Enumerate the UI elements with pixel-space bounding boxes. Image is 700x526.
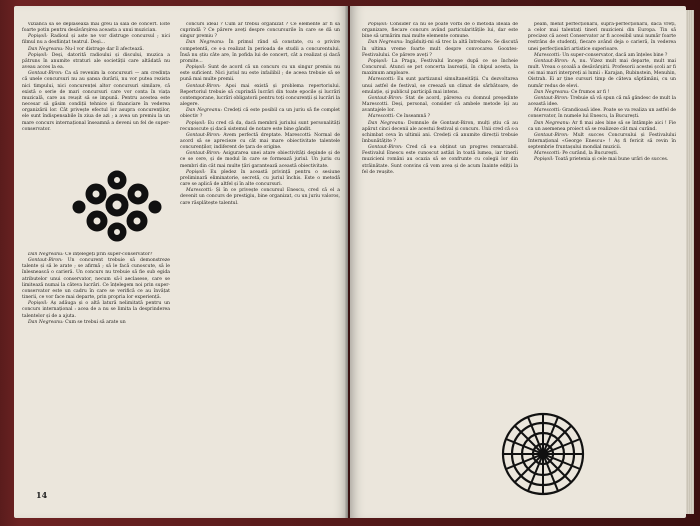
speaker-name: Popișoil: [186,65,209,71]
speaker-name: Dan Negreanu: [28,252,66,257]
speaker-name: Popișoil: [368,58,392,64]
right-page-column-1 [362,22,518,512]
speaker-name: Gontaut-Biron: [28,258,68,264]
paragraph: Marescotti: Și în ce privește concursul Enescu, cred că el a devenit un concurs de prestigiu, bine organizat, cu un juriu valoros, care răsplătește talentul. [180,188,340,206]
paragraph: Dan Negreanu: Ce înțelegeți prin super-conservator? [28,252,153,257]
speaker-name: Gontaut-Biron: [28,71,65,77]
left-page-column-2 [180,22,340,512]
paragraph: Popișoil: La Praga, Festivalul începe după ce se încheie Concursul. Atunci se pot concerta laureații, în chipul acesta, la maximum amploare. [362,58,518,77]
speaker-name: Gontaut-Biron: [368,145,407,151]
paragraph: Gontaut-Biron: A, nu. Vizez mult mai departe, mult mai mult. Vreau o școală a desăvârșirii. Profesorii acestei școli ar fi cei mai mari interpreți ai lumii : Karajan, Rubinstein, Menuhin, Oistrah. Ei ar ține cursuri timp de câteva săptămâni, cu un număr redus de elevi. [528,58,676,89]
paragraph: Popișoil: Toată prietenia și cele mai bune urări de succes. [534,157,669,163]
paragraph: Dan Negreanu: În primul rând să constate, cu o privire competentă, ce s-a realizat în perioada de studii a concurentului. Însă nu știu câte are, în pofida lui de concert, cât a realizat și dacă promite... [180,40,340,64]
speaker-name: Popișoil: [368,22,390,27]
speaker-name: Dan Negreanu: [534,120,573,126]
speaker-name: Gontaut-Biron: [368,95,406,101]
speaker-name: Dan Negreanu: [28,319,66,325]
paragraph: Dan Negreanu: Cum se trebui să arate un [28,319,126,325]
left-page-column-1-top [22,22,170,170]
speaker-name: Dan Negreanu: [368,120,408,126]
paragraph: Gontaut-Biron: Asigurarea unei atare obiectivități depinde și de ce se cere, și de modul în care se formează juriul. Un juriu cu membri din cât mai multe țări garantează această obiectivitate. [180,151,340,169]
speaker-name: Gontaut-Biron: [534,95,571,101]
paragraph: Popișoil: Eu cred că da, dacă membrii juriului sunt personalități recunoscute și dacă sistemul de notare este bine gândit. [180,120,340,132]
speaker-name: Dan Negreanu: [368,40,406,46]
speaker-name: Dan Negreanu: [28,46,66,52]
speaker-name: Dan Negreanu: [534,89,572,95]
paragraph: Popișoil: Radioul și aste ne vor distruge concursul ; nici filmul nu a desființat teatrul. Deși... [22,34,170,46]
paragraph: vizianca să se deplaseaxă mai greu la sala de concert. Este foarte potin pentru desăvârșirea aceasta a unui muzician. [22,22,170,34]
paragraph: Marescotti: Un super-conservator, dacă am înțeles bine ? [534,52,668,58]
paragraph: Marescotti: Eu sunt partizanul simultaneității. Cu dezvoltarea unui astfel de festival, se creează un climat de sărbătoare, de emulație, și publicul participă mai intens. [362,77,518,95]
speaker-name: Dan Negreanu: [186,40,229,46]
speaker-name: Marescotti: [368,77,398,83]
paragraph: Dan Negreanu: Ar fi mai ales bine să se întâmple aici ! Fie ca un asemenea proiect să se realizeze cât mai curând. [528,120,676,132]
floral-rosette-ornament-left [69,164,165,246]
paragraph: Gontaut-Biron: Trebuie să vă spun că mă gândesc de mult la această idee. [528,95,676,108]
speaker-name: Popișoil: [186,169,211,175]
speaker-name: Gontaut-Biron: [534,132,574,138]
paragraph: Marescotti: Ce înseamnă ? [368,114,431,120]
paragraph: concurs ideal ? Cum ar trebui organizat ? Ce elemente ar fi să cuprindă ? Ce părere aveți despre concursurile în care se dă un singur premiu ? [180,22,340,40]
speaker-name: Marescotti: [186,188,216,194]
paragraph: Gontaut-Biron: Apoi mai există și problema repertoriului. Repertoriul trebuie să cuprindă lucrări din toate epocile și lucrări contemporane, lucrări obligatorii pentru toți concurenții și lucrări la alegere. [180,83,340,108]
paragraph: Gontaut-Biron: Stat de acord, părerea cu domnul președinte Marescotti. Deși, personal, consider că ambele metode își au avantajele lor. [362,95,518,114]
paragraph: Dan Negreanu: Ingăduiți-mi să trec la altă întrebare. Se discută în ultima vreme foarte mult despre convocarea Gooxtes-Festivalului. Ce părere aveți ? [362,40,518,58]
speaker-name: Gontaut-Biron: [186,151,223,157]
speaker-name: Gontaut-Biron: [186,83,226,89]
paragraph: Popișoil: Deși, datorită radioului și discului, muzica a pătruns în anumite straturi ale societății care altădată nu aveau acces la ea. [22,52,170,71]
paragraph: Dan Negreanu: Nu-l vor distruge dar îl afectează. [28,46,144,52]
page-number: 14 [36,490,48,500]
page-edges [686,10,694,514]
left-page [14,6,348,518]
speaker-name: Marescotti: [368,114,397,120]
speaker-name: Gontaut-Biron: [534,58,572,64]
paragraph: Popișoil: Consider că nu se poate vorbi de o metodă ideală de organizare, fiecare concurs având particularitățile lui, dar este bine să urmărim mai multe elemente comune. [362,22,518,40]
speaker-name: Marescotti: [534,108,563,114]
paragraph: Dan Negreanu: Domnule de Gontaut-Biron, mulți știu că au apărut cinci decenii ale acestui festival și concurs. Unii cred că s-a schimbat ceva în ultimii ani. Credeți că anumite direcții trebuie îmbunătățite ? [362,120,518,144]
speaker-name: Popișoil: [186,120,208,126]
speaker-name: Marescotti: [534,52,563,58]
speaker-name: Gontaut-Biron: [186,132,224,138]
paragraph: Dan Negreanu: Ce frumos ar fi ! [534,89,610,95]
left-page-column-1-bottom [22,252,170,488]
paragraph: Marescotti: Grandioasă idee. Poate se va realiza un astfel de conservator, în numele lui Enescu, la București. [528,108,676,120]
speaker-name: Dan Negreanu: [186,108,224,114]
speaker-name: Marescotti: [534,151,563,157]
paragraph: Gontaut-Biron: Avem perfectă dreptate. Marescotti: Normal de acord să se aprecieze cu cât mai mare obiectivitate talentele concurenților, indiferent de țara de origine. [180,132,340,151]
paragraph: Popișoil: Eu pledez în această privință pentru o sesiune preliminară eliminatorie, secretă, cu juriul închis. Este o metodă care se aplică de altfel și în alte concursuri. [180,169,340,188]
paragraph: Gontaut-Biron: Mult succes Concursului și Festivalului Internațional «George Enescu» ! Aș fi fericit să revin în septembrie fruntașului mondial muzicii. [528,132,676,151]
speaker-name: Popișoil: [534,157,556,163]
paragraph: Popișoil: Sunt de acord că un concurs cu un singur premiu nu este suficient. Nici juriul nu este infailibil ; de aceea trebuie să se pună mai multe premii. [180,65,340,83]
right-page-column-2 [528,22,676,406]
speaker-name: Popișoil: [28,301,51,307]
paragraph: Marescotti: Pe curând, la București. [534,151,619,157]
paragraph: Gontaut-Biron: Cred că s-a obținut un progres remarcabil. Festivalul Enescu este cunoscut astăzi în toată lumea, iar tinerii muzicieni români au ocazia să se confrunte cu colegii lor din străinătate. Sunt convins că vom avea și de acum înainte ediții la fel de reușite. [362,145,518,175]
paragraph: Popișoil: Aș adăuga și o altă latură nelimitată pentru un concurs internațional : acea de a nu se limita la desprinderea talentelor și de a ajuta. [22,301,170,319]
paragraph: Gontaut-Biron: Un concurent trebuie să demonstreze talente și să le arate ; se afirmă ; să le facă cunoscute, să le înlesnească o carieră. Un concurs nu trebuie să fie sub egida atributelor unui conservator, necum să-l aeclasese, care se limitează numai la câteva lucrări. Ce înțelegem noi prin super-conservator este un cadru în care se verifică ce au învățat tinerii, ce vor face mai departe, prin propria lor experiență. [22,258,170,301]
paragraph: peam, menit perfecționării, supra-perfecționării, dacă vreți, a celor mai talentați tineri muzicieni din Europa. Tin să precizez că acest Conservator ar fi accesibil unui număr foarte restrâns de studenți, fiecare având deja o carieră, în vederea unei perfecționări artistice superioare. [528,22,676,52]
paragraph: Dan Negreanu: Credeți că este posibil ca un juriu să fie complet obiectiv ? [180,108,340,120]
ornamental-medallion-right [499,410,587,498]
speaker-name: Popișoil: [28,52,52,58]
paragraph: Gontaut-Biron: Ca să revenim la concursuri — am credința că unele concursuri nu au șansa durării, nu vor putea rezista nici timpului, nici concurenței altor concursuri similare, că există o serie de mari concursuri care vor conta în viața muzicală, care au reușit să se impună. Pentru acestea este necesar să găsim condiții tehnice și financiare în vederea organizării lor. Cât privește efectul lor asupra concurenților, ele sunt îndispensabile în ziua de azi ; a avea un premiu la un mare concurs internațional înseamnă a deveni un fel de super-conservator. [22,71,170,132]
speaker-name: Popișoil: [28,34,51,40]
